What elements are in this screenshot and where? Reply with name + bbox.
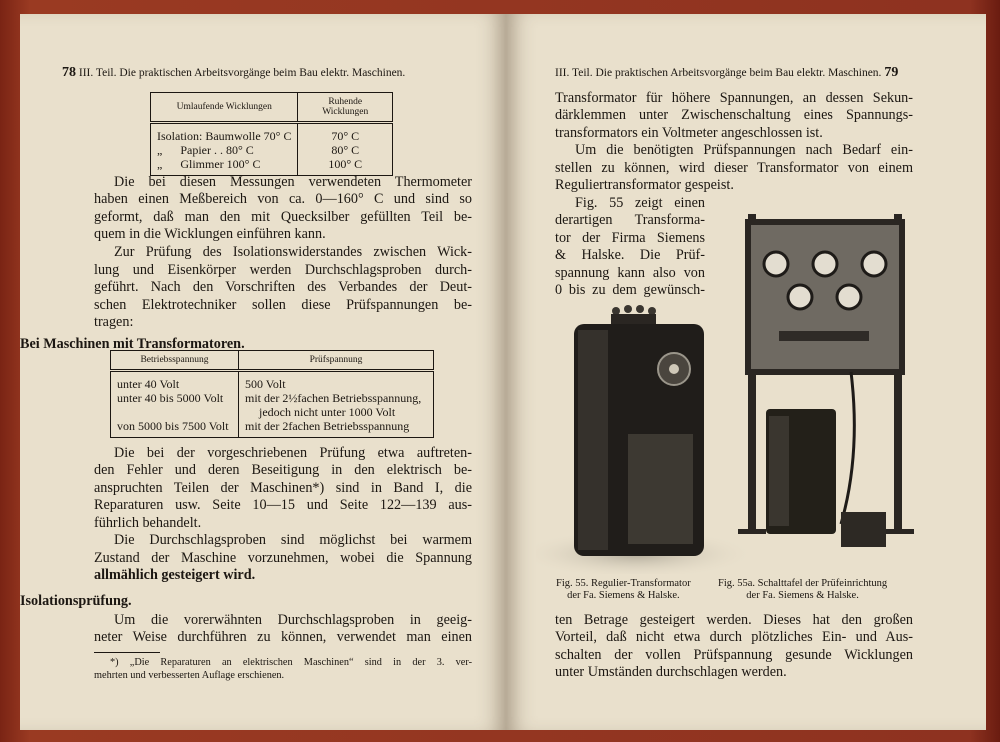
text-line: Fig. 55 zeigt einen <box>575 195 705 211</box>
table-header: Betriebsspannung <box>111 351 239 371</box>
text-line: ten Betrage gesteigert werden. Dieses hat den großen <box>555 612 913 628</box>
section-heading: Isolationsprüfung. <box>20 593 132 609</box>
caption-line: Fig. 55a. Schalttafel der Prüfeinrichtung <box>718 578 888 589</box>
text-line: tragen: <box>94 314 134 330</box>
text-line: neter Weise durchführen zu können, verwendet man einen <box>94 629 472 645</box>
table-cell: Isolation: Baumwolle 70° C <box>151 123 298 144</box>
text-line: Transformator für höhere Spannungen, an dessen Sekun- <box>555 90 913 106</box>
text-line: Zustand der Maschine vorzunehmen, wobei die Spannung <box>94 550 472 566</box>
text-line: quem in die Wicklungen einführen kann. <box>94 226 326 242</box>
table-row <box>151 123 393 144</box>
footnote-line: mehrten und verbesserten Auflage erschienen. <box>94 670 285 681</box>
table-row <box>151 143 393 157</box>
figure-55-caption <box>556 578 691 602</box>
text-line: geformt, daß man den mit Quecksilber gefüllten Teil be- <box>94 209 472 225</box>
text-line: Reparaturen usw. Seite 10—15 und Seite 122—139 aus- <box>94 497 472 513</box>
text-line: & Halske. Die Prüf- <box>555 247 705 263</box>
table-row <box>111 405 434 419</box>
regulating-transformer-image <box>574 305 704 556</box>
table-row <box>111 419 434 438</box>
figure-55a-caption <box>718 578 887 602</box>
text-line: Um die benötigten Prüfspannungen nach Bedarf ein- <box>575 142 913 158</box>
text-line: allmählich gesteigert wird. <box>94 567 256 583</box>
page-number: 78 <box>62 65 76 80</box>
table-cell: unter 40 bis 5000 Volt <box>111 391 239 405</box>
text-line: anspruchten Teilen der Maschinen*) sind in Band I, die <box>94 480 472 496</box>
text-line: den Fehler und deren Beseitigung in den elektrisch be- <box>94 462 472 478</box>
table-cell: 100° C <box>298 157 393 176</box>
text-line: schalten der vollen Prüfspannung gesunde Wicklungen <box>555 647 913 663</box>
table-cell: „ Papier . . 80° C <box>151 143 298 157</box>
table-cell: unter 40 Volt <box>111 371 239 392</box>
table-cell: 70° C <box>298 123 393 144</box>
text-line: haben einen Meßbereich von ca. 0—160° C und sind so <box>94 191 472 207</box>
text-line: Vorteil, daß nicht etwa durch plötzliches Ein- und Aus- <box>555 629 913 645</box>
running-head-text: III. Teil. Die praktischen Arbeitsvorgänge beim Bau elektr. Maschinen. <box>78 67 406 79</box>
caption-line: Fig. 55. Regulier-Transformator <box>556 578 691 589</box>
temperature-table <box>150 92 393 176</box>
table-row <box>111 371 434 392</box>
caption-line: der Fa. Siemens & Halske. <box>746 590 859 601</box>
text-line: spannung kann also von <box>555 265 705 281</box>
text-line: Zur Prüfung des Isolationswiderstandes zwischen Wick- <box>114 244 472 260</box>
switchboard-image <box>738 214 914 547</box>
text-line: tor der Firma Siemens <box>555 230 705 246</box>
table-cell <box>111 405 239 419</box>
table-title: Bei Maschinen mit Transformatoren. <box>20 336 245 352</box>
table-cell: jedoch nicht unter 1000 Volt <box>239 405 434 419</box>
table-cell: 80° C <box>298 143 393 157</box>
text-line: geführt. Nach den Vorschriften des Verbandes der Deut- <box>94 279 472 295</box>
text-line: 0 bis zu dem gewünsch- <box>555 282 705 298</box>
footnote-rule <box>94 652 160 653</box>
text-line: Um die vorerwähnten Durchschlagsproben in geeig- <box>114 612 472 628</box>
footnote-line: *) „Die Reparaturen an elektrischen Maschinen“ sind in der 3. ver- <box>110 657 472 668</box>
right-page <box>506 14 986 730</box>
text-line: lung und Eisenkörper werden Durchschlagsproben durch- <box>94 262 472 278</box>
text-line: Die bei der vorgeschriebenen Prüfung etwa auftreten- <box>114 445 472 461</box>
table-cell: „ Glimmer 100° C <box>151 157 298 176</box>
text-line: schen Elektrotechniker sollen diese Prüfspannungen be- <box>94 297 472 313</box>
test-voltage-table <box>110 350 434 438</box>
figure-55-illustration <box>536 194 926 574</box>
text-line: därklemmen unter Zwischenschaltung eines Spannungs- <box>555 107 913 123</box>
running-head <box>62 65 405 81</box>
text-line: transformators ein Voltmeter angeschlossen ist. <box>555 125 823 141</box>
page-number: 79 <box>884 65 899 80</box>
text-line: stellen zu können, wird dieser Transformator von einem <box>555 160 913 176</box>
table-cell: von 5000 bis 7500 Volt <box>111 419 239 438</box>
text-line: Die bei diesen Messungen verwendeten Thermometer <box>114 174 472 190</box>
table-header: Ruhende Wicklungen <box>298 93 393 123</box>
text-line: führlich behandelt. <box>94 515 202 531</box>
table-cell: mit der 2½fachen Betriebsspannung, <box>239 391 434 405</box>
table-cell: 500 Volt <box>239 371 434 392</box>
running-head <box>555 65 898 81</box>
table-cell: mit der 2fachen Betriebsspannung <box>239 419 434 438</box>
text-line: derartigen Transforma- <box>555 212 705 228</box>
left-page <box>20 14 506 730</box>
table-header: Umlaufende Wicklungen <box>151 93 298 123</box>
table-row <box>111 391 434 405</box>
text-line: unter Umständen durchschlagen werden. <box>555 664 787 680</box>
table-header: Prüfspannung <box>239 351 434 371</box>
table-row <box>151 157 393 176</box>
text-line: Reguliertransformator gespeist. <box>555 177 734 193</box>
text-line: Die Durchschlagsproben sind möglichst bei warmem <box>114 532 472 548</box>
running-head-text: III. Teil. Die praktischen Arbeitsvorgänge beim Bau elektr. Maschinen. <box>555 67 882 79</box>
caption-line: der Fa. Siemens & Halske. <box>567 590 680 601</box>
